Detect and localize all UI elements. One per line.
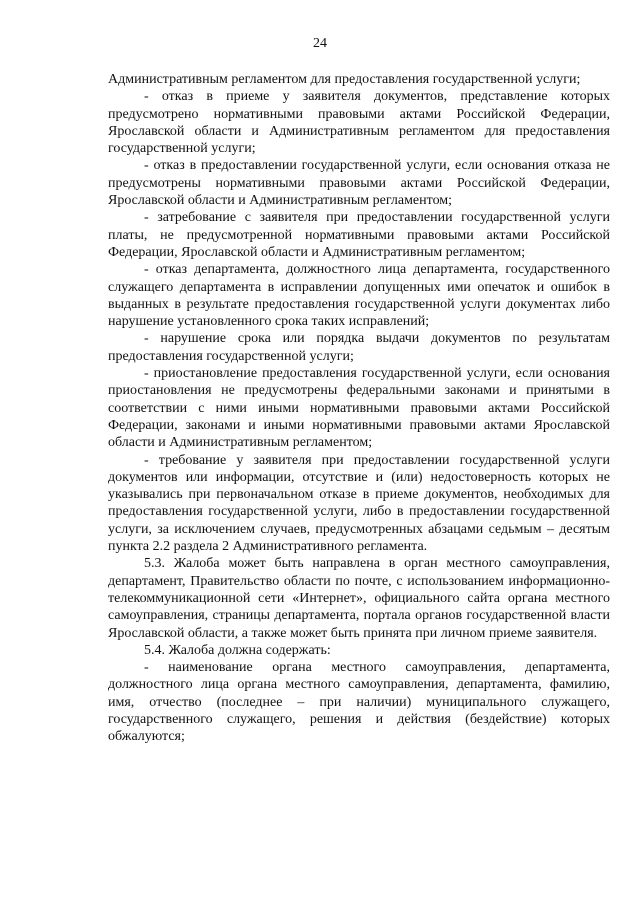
paragraph: 5.3. Жалоба может быть направлена в орган местного самоуправления, департамент, Правительство области по почте, с использованием информационно-телекоммуникационной сети «Интернет», официального сайта органа местного самоуправления, страницы департамента, портала органов государственной власти Ярославской области, а также может быть принята при личном приеме заявителя. [108,556,610,641]
paragraph: - затребование с заявителя при предоставлении государственной услуги платы, не предусмотренной нормативными правовыми актами Российской Федерации, Ярославской области и Административным регламентом; [108,210,610,260]
paragraph: Административным регламентом для предоставления государственной услуги; [108,72,581,87]
page-number: 24 [313,36,327,51]
paragraph: - требование у заявителя при предоставлении государственной услуги документов или информации, отсутствие и (или) недостоверность которых не указывались при первоначальном отказе в приеме документов, необходимых для предоставления государственной услуги, либо в предоставлении государственной услуги, за исключением случаев, предусмотренных абзацами седьмым – десятым пункта 2.2 раздела 2 Административного регламента. [108,452,610,555]
paragraph: - наименование органа местного самоуправления, департамента, должностного лица органа местного самоуправления, департамента, фамилию, имя, отчество (последнее – при наличии) муниципального служащего, государственного служащего, решения и действия (бездействие) которых обжалуются; [108,660,610,745]
paragraph: - нарушение срока или порядка выдачи документов по результатам предоставления государственной услуги; [108,331,610,364]
document-body [108,71,610,746]
paragraph: 5.4. Жалоба должна содержать: [144,642,331,658]
paragraph: - отказ в приеме у заявителя документов, представление которых предусмотрено нормативными правовыми актами Российской Федерации, Ярославской области и Административным регламентом для предоставления государственной услуги; [108,89,610,157]
paragraph: - отказ департамента, должностного лица департамента, государственного служащего департамента в исправлении допущенных ими опечаток и ошибок в выданных в результате предоставления государственной услуги документах либо нарушение установленного срока таких исправлений; [108,262,610,330]
paragraph: - приостановление предоставления государственной услуги, если основания приостановления не предусмотрены федеральными законами и принятыми в соответствии с ними иными нормативными правовыми актами Российской Федерации, законами и иными нормативными правовыми актами Ярославской области и Административным регламентом; [108,366,610,451]
paragraph: - отказ в предоставлении государственной услуги, если основания отказа не предусмотрены нормативными правовыми актами Российской Федерации, Ярославской области и Административным регламентом; [108,158,610,209]
